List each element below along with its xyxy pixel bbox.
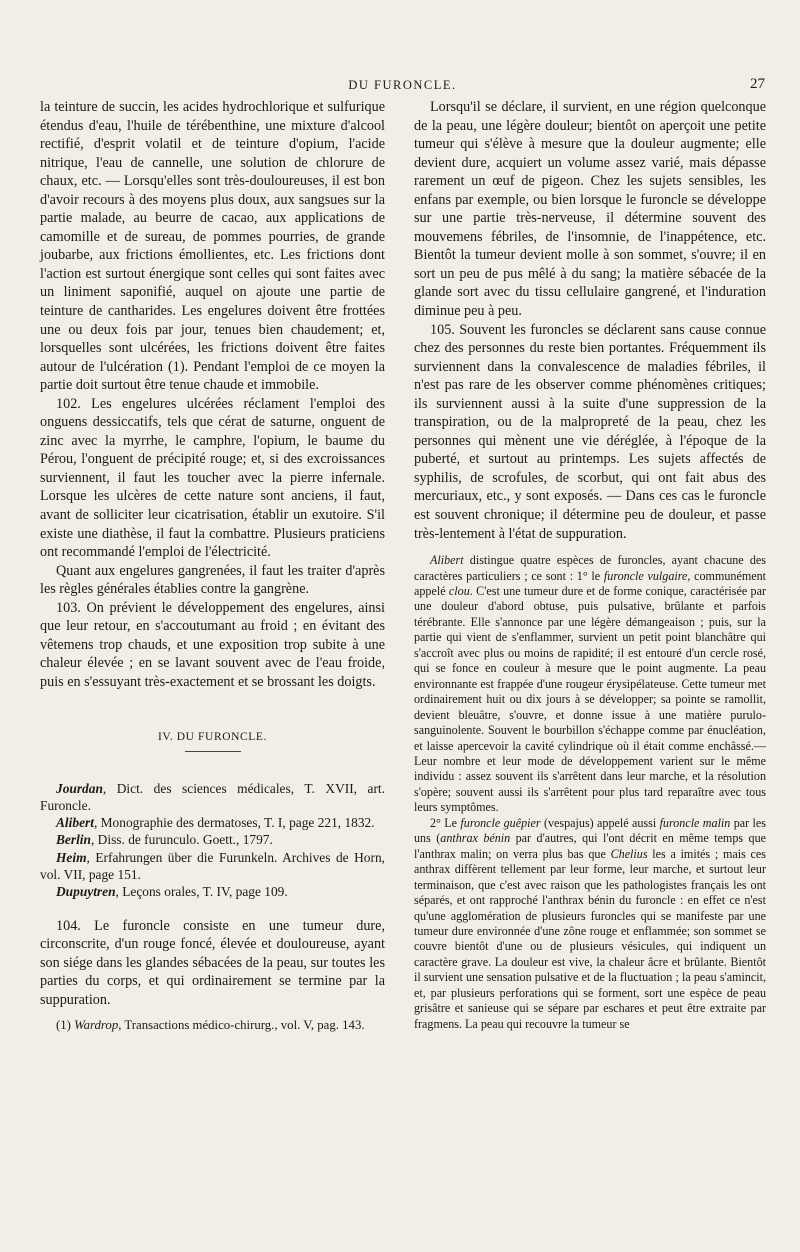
bibliography-entry xyxy=(40,831,385,848)
page-header xyxy=(40,78,765,98)
bib-author: Berlin xyxy=(56,832,91,848)
section-heading: IV. DU FURONCLE. xyxy=(157,730,268,743)
bib-text: , Dict. des sciences médicales, T. XVII, art. Furoncle. xyxy=(40,780,385,813)
bib-author: Heim xyxy=(56,849,87,865)
right-column xyxy=(414,98,766,1032)
bib-text: , Diss. de furunculo. Goett., 1797. xyxy=(90,832,273,848)
text-run: les a imités ; mais ces anthrax diffèrent tellement par leur forme, leur marche, et surtout leur terminaison, que c'est avec raison que les pathologistes français les ont séparés, et ont rapproché l'anthrax bénin du furoncle : en effet ce n'est qu'une agglomération de plusieurs furoncles qui se manifeste par une tumeur dure environnée d'une zône rouge et enflammée; son sommet se couvre bientôt d'une ou de plusieurs vésicules, qui indiquent un caractère grave. La douleur est vive, la chaleur âcre et brûlante. Bientôt il survient une sensation pulsative et de la fluctuation ; la peau s'amincit, et, par plusieurs perforations qui se forment, sort une espèce de peau grisâtre et sanieuse qui se sépare par eschares et peut être extraite par fragmens. La peau qui recouvre la tumeur se xyxy=(414,846,766,1031)
text-run: (vespajus) appelé aussi xyxy=(540,815,660,830)
text-run: , communément appelé xyxy=(414,568,766,599)
bibliography-entry xyxy=(40,814,385,831)
bibliography-entry xyxy=(40,849,385,884)
running-title: DU FURONCLE. xyxy=(348,78,457,92)
section-divider xyxy=(185,751,241,752)
bib-text: , Leçons orales, T. IV, page 109. xyxy=(115,884,288,900)
paragraph-102-gangrene: Quant aux engelures gangrenées, il faut les traiter d'après les règles générales établies contre la gangrène. xyxy=(40,562,385,598)
text-run: 2° Le xyxy=(430,815,461,830)
paragraph-104: 104. Le furoncle consiste en une tumeur dure, circonscrite, d'un rouge foncé, élevée et douloureuse, ayant son siége dans les glandes sébacées de la peau, sur toutes les parties du corps, et qui ordinairement se termine par la suppuration. xyxy=(40,917,385,1008)
page-number: 27 xyxy=(750,76,765,92)
bibliography-entry xyxy=(40,780,385,815)
paragraph-103: 103. On prévient le développement des engelures, ainsi que leur retour, en s'accoutumant au froid ; en évitant des vêtemens trop chauds, et une exposition trop subite à une chaleur élevée ; en se lavant souvent avec de l'eau froide, puis en s'essuyant très-exactement et se brossant les doigts. xyxy=(40,599,385,690)
bib-text: , Monographie des dermatoses, T. I, page 221, 1832. xyxy=(93,815,375,831)
italic-term: clou xyxy=(448,584,470,599)
paragraph-105: 105. Souvent les furoncles se déclarent sans cause connue chez des personnes du reste bien portantes. Fréquemment ils surviennent dans la convalescence de maladies fébriles, il n'est pas rare de les observer comme phénomènes critiques; ils surviennent aussi à la suite d'une suppression de la transpiration, ou de la malpropreté de la peau, chez les personnes qui mènent une vie déréglée, à l'époque de la puberté, et surtout au printemps. Les sujets affectés de syphilis, de scrofules, de scorbut, qui ont fait abus des mercuriaux, etc., y sont exposés. — Dans ces cas le furoncle est souvent chronique; il détermine peu de douleur, et passe très-lentement à l'état de suppuration. xyxy=(414,321,766,542)
italic-term: Chelius xyxy=(610,846,648,861)
paragraph-102: 102. Les engelures ulcérées réclament l'emploi des onguens dessiccatifs, tels que cérat de saturne, onguent de zinc avec la myrrhe, le camphre, l'opium, le baume du Pérou, l'onguent de précipité rouge; et, si des excroissances surviennent, il faut les toucher avec la pierre infernale. Lorsque les ulcères de cette nature sont anciens, il faut, avant de solliciter leur cicatrisation, établir un exutoire. S'il existe une diathèse, il faut la combattre. Plusieurs praticiens ont recommandé l'emploi de l'électricité. xyxy=(40,395,385,561)
footnote-mark: (1) xyxy=(56,1018,75,1033)
small-paragraph-alibert xyxy=(414,553,766,816)
bib-author: Dupuytren xyxy=(56,884,116,900)
italic-term: furoncle malin xyxy=(659,815,731,830)
bib-text: , Erfahrungen über die Furunkeln. Archives de Horn, vol. VII, page 151. xyxy=(40,849,385,882)
text-run: par les uns ( xyxy=(414,815,766,846)
bibliography xyxy=(40,780,385,901)
small-paragraph-guepier xyxy=(414,816,766,1032)
bibliography-entry xyxy=(40,883,385,900)
footnote-author: Wardrop xyxy=(74,1018,119,1033)
text-run: par d'autres, qui l'ont décrit en même temps que l'anthrax malin; on verra plus bas que xyxy=(414,831,766,861)
left-column xyxy=(40,98,385,1034)
paragraph-continuation: la teinture de succin, les acides hydrochlorique et sulfurique étendus d'eau, l'huile de térébenthine, une mixture d'alcool rectifié, d'esprit volatil et de teinture d'opium, l'acide nitrique, l'eau de cannelle, une solution de chlorure de chaux, etc. — Lorsqu'elles sont très-douloureuses, il est bon d'avoir recours à des moyens plus doux, aux sangsues sur la partie malade, au beurre de cacao, aux applications de camomille et de sureau, de pommes pourries, de grande joubarbe, aux frictions émollientes, etc. Les frictions dont l'action est surtout énergique sont celles qui sont faites avec un liniment saponifié, auquel on ajoute une partie de teinture de cantharides. Les engelures doivent être frottées une ou deux fois par jour, tenues bien chaudement; et, lorsquelles sont ulcérées, les frictions doivent être faites autour de l'ulcération (1). Pendant l'emploi de ce moyen la partie doit surtout être tenue chaude et immobile. xyxy=(40,99,385,394)
text-run: distingue quatre espèces de furoncles, ayant chacune des caractères particuliers ; ce sont : 1° le xyxy=(414,553,766,583)
footnote-text: , Transactions médico-chirurg., vol. V, pag. 143. xyxy=(118,1018,365,1033)
paragraph-symptoms: Lorsqu'il se déclare, il survient, en une région quelconque de la peau, une légère douleur; bientôt on aperçoit une petite tumeur qui s'élève à mesure que la douleur augmente; elle devient dure, acquiert un volume assez varié, mais dépasse rarement un œuf de pigeon. Chez les sujets sensibles, les enfans par exemple, ou bien lorsque le furoncle se développe sur une partie très-nerveuse, il détermine souvent des mouvemens fébriles, de l'insomnie, de l'inappétence, etc. Bientôt la tumeur devient molle à son sommet, s'ouvre; il en sort un peu de pus mêlé à du sang; la matière sébacée de la glande sort avec du tissu cellulaire gangrené, et l'induration diminue peu à peu. xyxy=(414,99,766,320)
italic-term: anthrax bénin xyxy=(440,831,511,846)
bib-author: Jourdan xyxy=(56,780,103,796)
bib-author: Alibert xyxy=(56,815,94,831)
footnote xyxy=(40,1017,385,1034)
italic-term: furoncle guêpier xyxy=(460,815,541,830)
text-run: . C'est une tumeur dure et de forme conique, caractérisée par une douleur d'abord obtuse, puis pulsative, brûlante et parfois térébrante. Elle s'annonce par une légère démangeaison ; puis, sur la partie qui vient de s'enflammer, survient un petit point blanchâtre qui s'accroît avec plus ou moins de rapidité; il est entouré d'un cercle rosé, qui se fonce en couleur à mesure que le point augmente. La peau environnante est frappée d'une rougeur érysipélateuse. Cette tumeur met ordinairement huit ou dix jours à se développer; sa pointe se ramollit, devient bleuâtre, s'ouvre, et donne issue à une matière purulo-sanguinolente. Souvent le bourbillon s'échappe comme par énucléation, et laisse apercevoir la cavité cylindrique où il était comme enchâssé.— Leur nombre et leur mode de développement varient sur le même individu : assez souvent ils s'arrêtent dans leur marche, et la résolution s'opère; souvent aussi ils s'arrêtent pour plus tard reparaître avec tous leurs symptômes. xyxy=(414,584,766,815)
italic-term: Alibert xyxy=(430,553,464,568)
italic-term: furoncle vulgaire xyxy=(603,568,688,583)
